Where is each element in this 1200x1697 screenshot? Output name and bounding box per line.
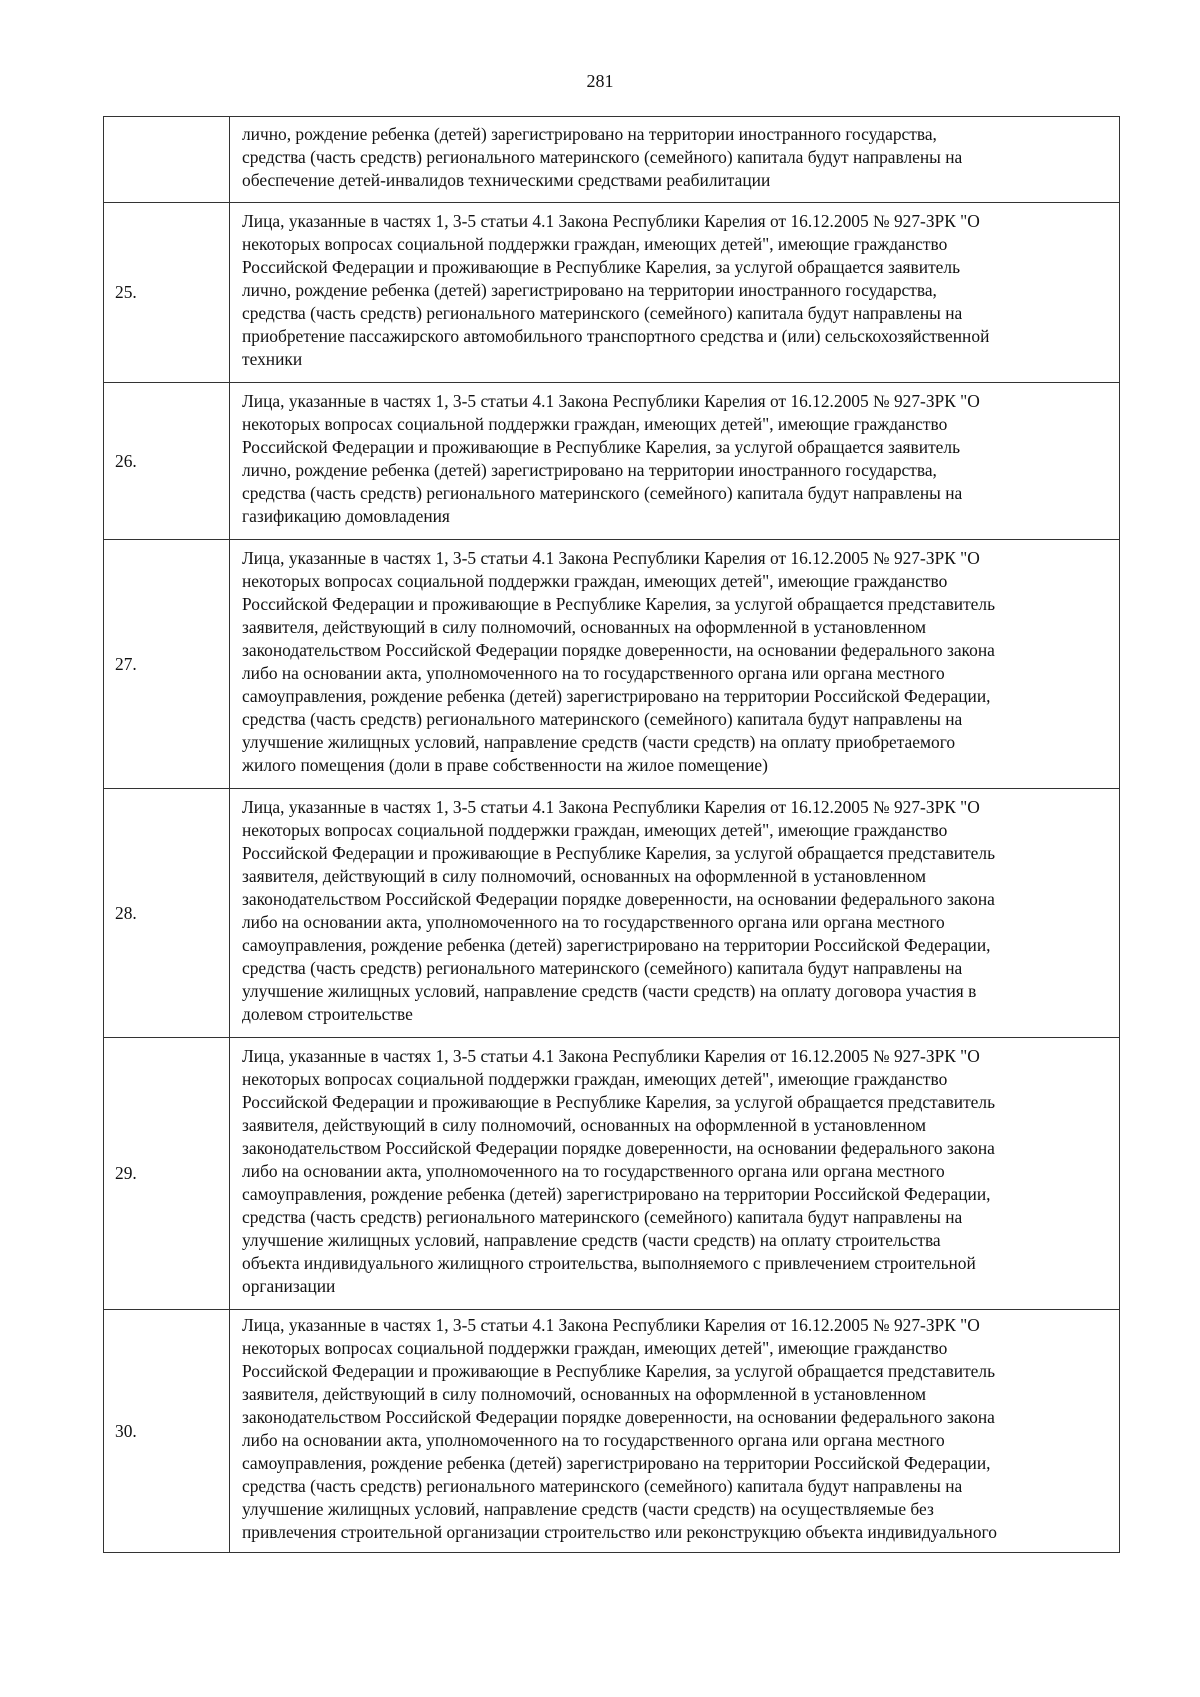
description-line: законодательством Российской Федерации порядке доверенности, на основании федерального закона <box>242 889 995 909</box>
row-description <box>230 117 1120 203</box>
description-line: средства (часть средств) регионального материнского (семейного) капитала будут направлены на <box>242 483 963 503</box>
description-line: долевом строительстве <box>242 1004 413 1024</box>
table-row <box>104 117 1120 203</box>
row-description <box>230 540 1120 789</box>
row-description <box>230 1038 1120 1310</box>
description-line: либо на основании акта, уполномоченного на то государственного органа или органа местного <box>242 1161 945 1181</box>
description-line: лично, рождение ребенка (детей) зарегистрировано на территории иностранного государства, <box>242 280 937 300</box>
page-number: 281 <box>586 71 614 91</box>
description-line: улучшение жилищных условий, направление средств (части средств) на оплату договора участия в <box>242 981 977 1001</box>
description-line: самоуправления, рождение ребенка (детей) зарегистрировано на территории Российской Федерации, <box>242 1453 991 1473</box>
table-row <box>104 383 1120 540</box>
row-number: 30. <box>104 1310 230 1553</box>
description-line: Лица, указанные в частях 1, 3-5 статьи 4.1 Закона Республики Карелия от 16.12.2005 № 927-ЗРК "О <box>242 1046 980 1066</box>
row-description <box>230 1310 1120 1553</box>
table-row <box>104 1038 1120 1310</box>
description-line: жилого помещения (доли в праве собственности на жилое помещение) <box>242 755 768 775</box>
description-line: заявителя, действующий в силу полномочий, основанных на оформленной в установленном <box>242 617 926 637</box>
description-line: заявителя, действующий в силу полномочий, основанных на оформленной в установленном <box>242 866 926 886</box>
description-line: либо на основании акта, уполномоченного на то государственного органа или органа местного <box>242 912 945 932</box>
description-line: средства (часть средств) регионального материнского (семейного) капитала будут направлены на <box>242 958 963 978</box>
description-line: приобретение пассажирского автомобильного транспортного средства и (или) сельскохозяйственной <box>242 326 990 346</box>
description-line: некоторых вопросах социальной поддержки граждан, имеющих детей", имеющие гражданство <box>242 1069 948 1089</box>
row-description <box>230 383 1120 540</box>
table-row <box>104 540 1120 789</box>
row-number: 29. <box>104 1038 230 1310</box>
description-line: Российской Федерации и проживающие в Республике Карелия, за услугой обращается представитель <box>242 594 996 614</box>
row-number: 27. <box>104 540 230 789</box>
description-line: Российской Федерации и проживающие в Республике Карелия, за услугой обращается заявитель <box>242 257 961 277</box>
description-line: лично, рождение ребенка (детей) зарегистрировано на территории иностранного государства, <box>242 460 937 480</box>
description-line: самоуправления, рождение ребенка (детей) зарегистрировано на территории Российской Федерации, <box>242 935 991 955</box>
row-number <box>104 117 230 203</box>
table-row <box>104 203 1120 383</box>
description-line: средства (часть средств) регионального материнского (семейного) капитала будут направлены на <box>242 1476 963 1496</box>
description-line: заявителя, действующий в силу полномочий, основанных на оформленной в установленном <box>242 1115 926 1135</box>
row-number: 25. <box>104 203 230 383</box>
description-line: заявителя, действующий в силу полномочий, основанных на оформленной в установленном <box>242 1384 926 1404</box>
description-line: самоуправления, рождение ребенка (детей) зарегистрировано на территории Российской Федерации, <box>242 1184 991 1204</box>
row-description <box>230 203 1120 383</box>
description-line: объекта индивидуального жилищного строительства, выполняемого с привлечением строительной <box>242 1253 976 1273</box>
description-line: улучшение жилищных условий, направление средств (части средств) на оплату приобретаемого <box>242 732 956 752</box>
row-number: 28. <box>104 789 230 1038</box>
description-line: средства (часть средств) регионального материнского (семейного) капитала будут направлены на <box>242 303 963 323</box>
description-line: некоторых вопросах социальной поддержки граждан, имеющих детей", имеющие гражданство <box>242 820 948 840</box>
description-line: улучшение жилищных условий, направление средств (части средств) на осуществляемые без <box>242 1499 934 1519</box>
description-line: законодательством Российской Федерации порядке доверенности, на основании федерального закона <box>242 1407 995 1427</box>
description-line: Российской Федерации и проживающие в Республике Карелия, за услугой обращается представитель <box>242 1092 996 1112</box>
description-line: самоуправления, рождение ребенка (детей) зарегистрировано на территории Российской Федерации, <box>242 686 991 706</box>
description-line: некоторых вопросах социальной поддержки граждан, имеющих детей", имеющие гражданство <box>242 234 948 254</box>
description-line: средства (часть средств) регионального материнского (семейного) капитала будут направлены на <box>242 147 963 167</box>
description-line: Лица, указанные в частях 1, 3-5 статьи 4.1 Закона Республики Карелия от 16.12.2005 № 927-ЗРК "О <box>242 548 980 568</box>
description-line: средства (часть средств) регионального материнского (семейного) капитала будут направлены на <box>242 1207 963 1227</box>
description-line: Российской Федерации и проживающие в Республике Карелия, за услугой обращается представитель <box>242 843 996 863</box>
description-line: газификацию домовладения <box>242 506 450 526</box>
table-row <box>104 789 1120 1038</box>
row-description <box>230 789 1120 1038</box>
description-line: законодательством Российской Федерации порядке доверенности, на основании федерального закона <box>242 1138 995 1158</box>
description-line: Лица, указанные в частях 1, 3-5 статьи 4.1 Закона Республики Карелия от 16.12.2005 № 927-ЗРК "О <box>242 391 980 411</box>
document-table <box>103 116 1120 1553</box>
description-line: некоторых вопросах социальной поддержки граждан, имеющих детей", имеющие гражданство <box>242 1338 948 1358</box>
description-line: некоторых вопросах социальной поддержки граждан, имеющих детей", имеющие гражданство <box>242 571 948 591</box>
description-line: некоторых вопросах социальной поддержки граждан, имеющих детей", имеющие гражданство <box>242 414 948 434</box>
description-line: техники <box>242 349 303 369</box>
description-line: Лица, указанные в частях 1, 3-5 статьи 4.1 Закона Республики Карелия от 16.12.2005 № 927-ЗРК "О <box>242 211 980 231</box>
row-number: 26. <box>104 383 230 540</box>
description-line: либо на основании акта, уполномоченного на то государственного органа или органа местного <box>242 663 945 683</box>
table-row <box>104 1310 1120 1553</box>
description-line: организации <box>242 1276 336 1296</box>
description-line: Российской Федерации и проживающие в Республике Карелия, за услугой обращается заявитель <box>242 437 961 457</box>
description-line: улучшение жилищных условий, направление средств (части средств) на оплату строительства <box>242 1230 941 1250</box>
description-line: обеспечение детей-инвалидов техническими средствами реабилитации <box>242 170 771 190</box>
description-line: лично, рождение ребенка (детей) зарегистрировано на территории иностранного государства, <box>242 124 937 144</box>
description-line: средства (часть средств) регионального материнского (семейного) капитала будут направлены на <box>242 709 963 729</box>
description-line: Российской Федерации и проживающие в Республике Карелия, за услугой обращается представитель <box>242 1361 996 1381</box>
description-line: привлечения строительной организации строительство или реконструкцию объекта индивидуального <box>242 1522 997 1542</box>
description-line: Лица, указанные в частях 1, 3-5 статьи 4.1 Закона Республики Карелия от 16.12.2005 № 927-ЗРК "О <box>242 1315 980 1335</box>
description-line: Лица, указанные в частях 1, 3-5 статьи 4.1 Закона Республики Карелия от 16.12.2005 № 927-ЗРК "О <box>242 797 980 817</box>
description-line: законодательством Российской Федерации порядке доверенности, на основании федерального закона <box>242 640 995 660</box>
description-line: либо на основании акта, уполномоченного на то государственного органа или органа местного <box>242 1430 945 1450</box>
